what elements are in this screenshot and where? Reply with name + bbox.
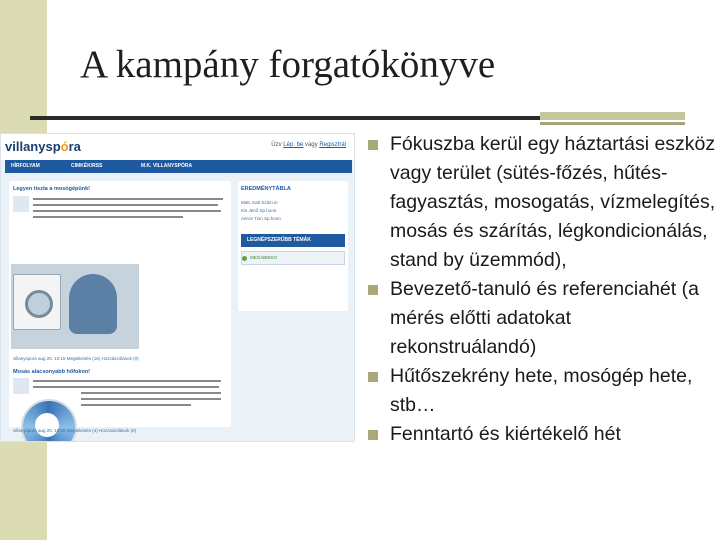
square-bullet-icon	[368, 430, 378, 440]
site-logo: villanyspóra	[5, 139, 81, 154]
nav-item-feed[interactable]: HÍRFOLYAM	[11, 163, 40, 169]
nav-item-tags[interactable]: CIMKÉK/RSS	[71, 163, 103, 169]
scoreboard-title: EREDMÉNYTÁBLA	[241, 186, 291, 192]
square-bullet-icon	[368, 285, 378, 295]
post2-text-line	[33, 380, 221, 382]
post1-meta: villanyspora aug 25, 10:16 Megtekintés (16) Hozzászólások (0)	[13, 356, 139, 361]
sidebar-small-label: MEGÁBBIKO	[250, 255, 278, 260]
login-link[interactable]: Lép. be	[283, 142, 304, 148]
login-links: Üzv Lép. be vagy Regisztrál	[271, 142, 346, 148]
post2-text-line	[81, 392, 221, 394]
title-rule-dark	[30, 116, 540, 120]
square-bullet-icon	[368, 140, 378, 150]
square-bullet-icon	[368, 372, 378, 382]
post2-text-line	[81, 398, 221, 400]
scoreboard-item[interactable]: Matt. Kati Szám.in	[241, 200, 278, 205]
nav-item-about[interactable]: M.K. VILLANYSPÓRA	[141, 163, 193, 169]
bullet-item: Fókuszba kerül egy háztartási eszköz vagy terület (sütés-főzés, hűtés-fagyasztás, mosogatás, vízmelegítés, mosás és szárítás, légkondicionálás, stand by üzemmód),	[366, 130, 716, 275]
title-rule-olive	[540, 122, 685, 125]
register-link[interactable]: Regisztrál	[319, 142, 346, 148]
post2-text-line	[81, 404, 191, 406]
green-dot-icon	[242, 256, 247, 261]
bullet-item: Bevezető-tanuló és referenciahét (a mérés előtti adatokat rekonstruálandó)	[366, 275, 716, 362]
post1-avatar	[13, 196, 29, 212]
post1-text-line	[33, 198, 223, 200]
post1-title[interactable]: Legyen tiszta a mosógépünk!	[13, 186, 91, 192]
site-navbar	[5, 160, 352, 173]
post2-title[interactable]: Mosás alacsonyabb hőfokon!	[13, 369, 91, 375]
bullet-item: Hűtőszekrény hete, mosógép hete, stb…	[366, 362, 716, 420]
website-screenshot	[0, 133, 355, 442]
scoreboard-item[interactable]: Kis Jenő Sp.hoon	[241, 208, 277, 213]
person-image	[69, 274, 117, 334]
post2-avatar	[13, 378, 29, 394]
washing-machine-drum	[25, 290, 53, 318]
post1-text-line	[33, 216, 183, 218]
post2-meta: villanyspora aug 25, 10:00 Megtekintés (4) Hozzászólások (0)	[13, 428, 137, 433]
popular-topics-label: LEGNÉPSZERŰBB TÉMÁK	[247, 237, 311, 243]
post1-text-line	[33, 204, 218, 206]
bullet-item: Fenntartó és kiértékelő hét	[366, 420, 716, 449]
temperature-dial-center	[35, 413, 59, 437]
scoreboard-item[interactable]: Aeron Tion Sp.hoon	[241, 216, 281, 221]
post1-text-line	[33, 210, 221, 212]
post2-text-line	[33, 386, 219, 388]
bullet-list	[366, 130, 716, 449]
title-rule-tan	[540, 112, 685, 120]
slide-title: A kampány forgatókönyve	[80, 43, 496, 86]
